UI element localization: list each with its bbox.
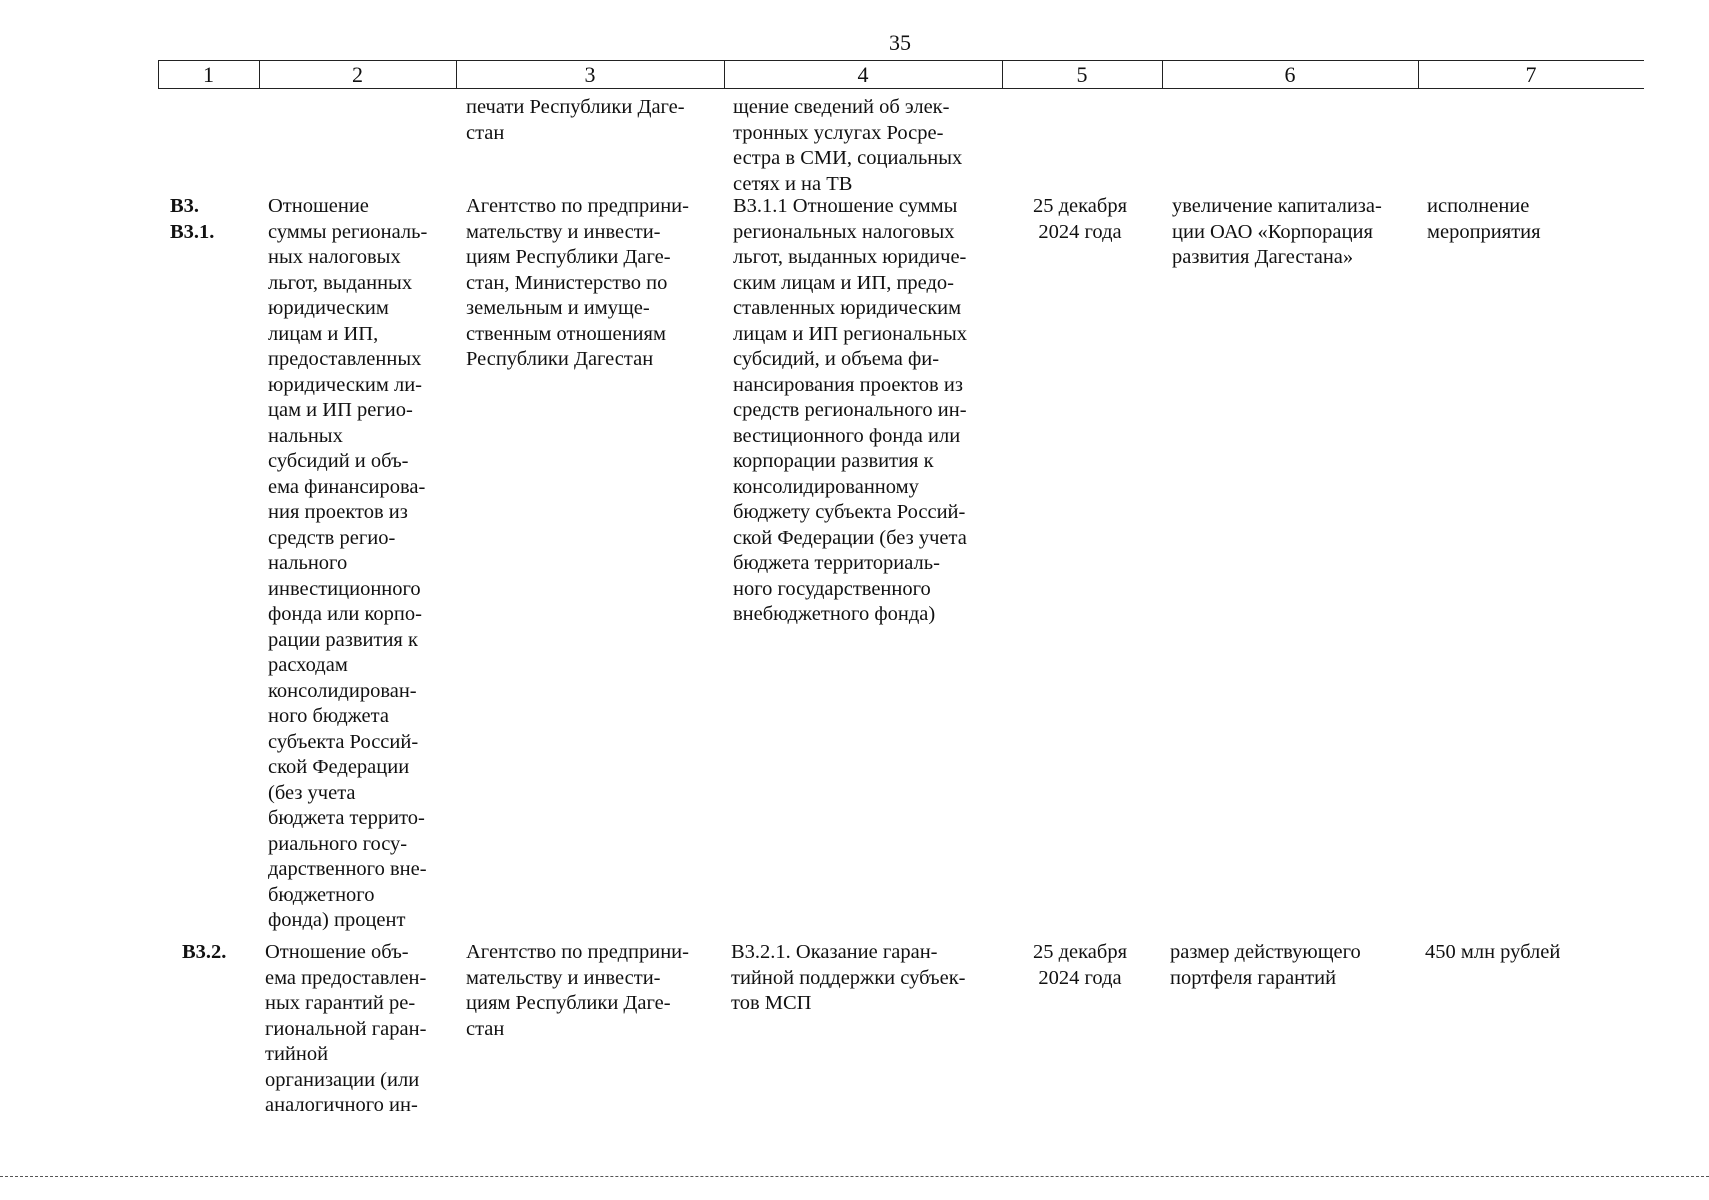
- continuation-measure: щение сведений об элек- тронных услугах Росре- естра в СМИ, социальных сетях и на ТВ: [733, 96, 963, 195]
- value-text: 450 млн рублей: [1425, 941, 1561, 963]
- measure-text: В3.2.1. Оказание гаран- тийной поддержки субъек- тов МСП: [731, 941, 966, 1014]
- row-code: В3.2.: [182, 941, 227, 963]
- table-header-rule: [158, 88, 1644, 89]
- column-header-4: 4: [857, 62, 869, 87]
- column-header-2: 2: [352, 62, 363, 87]
- column-header-1: 1: [203, 62, 214, 87]
- deadline-text: 25 декабря 2024 года: [1032, 195, 1127, 243]
- result-text: размер действующего портфеля гарантий: [1170, 941, 1361, 989]
- continuation-responsible: печати Республики Даге- стан: [466, 96, 685, 144]
- column-header-6: 6: [1284, 62, 1296, 87]
- column-header-3: 3: [584, 62, 596, 87]
- responsible-text: Агентство по предприни- мательству и инвести- циям Республики Даге- стан, Министерство по земельным и имуще- ственным отношениям Республики Дагестан: [466, 195, 689, 370]
- column-header-7: 7: [1525, 62, 1537, 87]
- column-header-5: 5: [1076, 62, 1088, 87]
- indicator-text: Отношение объ- ема предоставлен- ных гарантий ре- гиональной гаран- тийной организации (или аналогичного ин-: [265, 941, 427, 1116]
- result-text: увеличение капитализа- ции ОАО «Корпорация развития Дагестана»: [1172, 195, 1382, 268]
- deadline-text: 25 декабря 2024 года: [1032, 941, 1127, 989]
- measure-text: В3.1.1 Отношение суммы региональных налоговых льгот, выданных юридиче- ским лицам и ИП, предо- ставленных юридическим лицам и ИП региональных субсидий, и объема фи- нансирования проектов из средств регионального ин- вестиционного фонда или корпорации развития к консолидированному бюджету субъекта Россий- ской Федерации (без учета бюджета территориаль- ного государственного внебюджетного фонда): [733, 195, 967, 625]
- page-number: 35: [889, 30, 911, 55]
- indicator-text: Отношение суммы региональ- ных налоговых льгот, выданных юридическим лицам и ИП, предоставленных юридическим ли- цам и ИП регио- нальных субсидий и объ- ема финансирова- ния проектов из средств регио- нального инвестиционного фонда или корпо- рации развития к расходам консолидирован- ного бюджета субъекта Россий- ской Федерации (без учета бюджета террито- риального госу- дарственного вне- бюджетного фонда) процент: [268, 195, 428, 931]
- responsible-text: Агентство по предприни- мательству и инвести- циям Республики Даге- стан: [466, 941, 689, 1040]
- page-bottom-edge: [0, 1176, 1709, 1177]
- value-text: исполнение мероприятия: [1427, 195, 1541, 243]
- row-code: В3. В3.1.: [170, 195, 215, 243]
